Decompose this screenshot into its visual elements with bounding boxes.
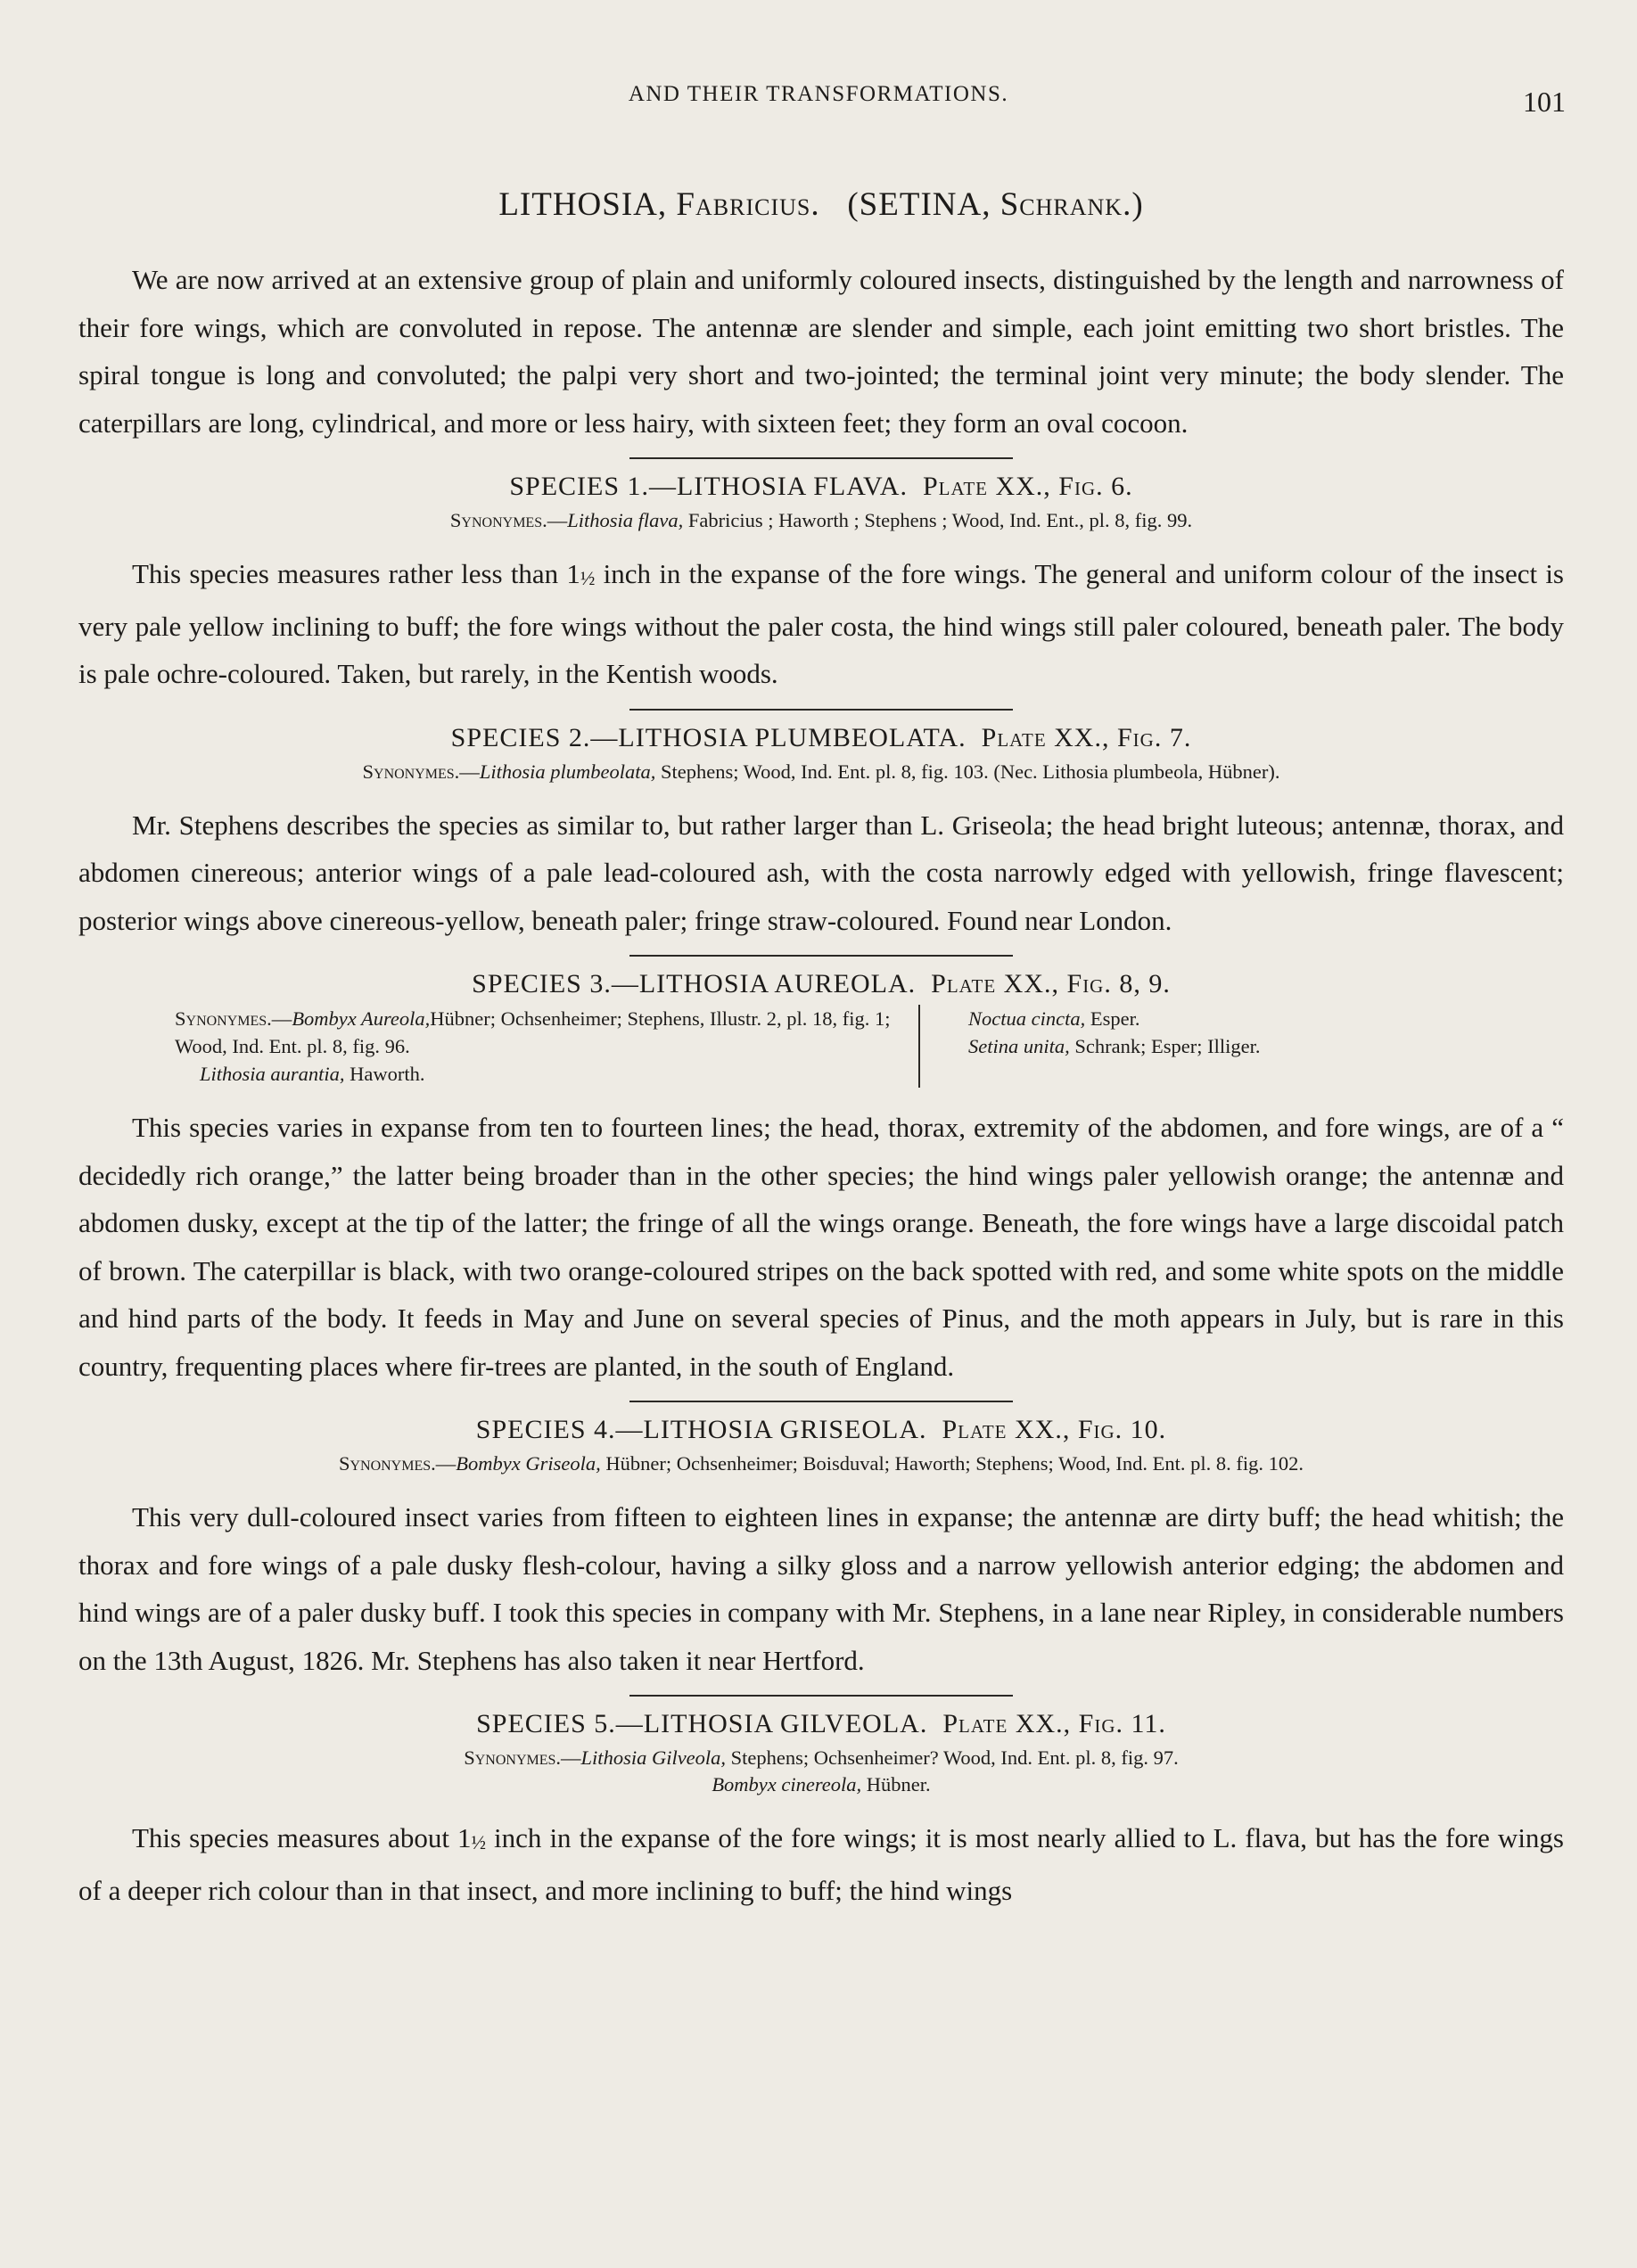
synonym-italic: Bombyx cinereola, [712,1773,862,1796]
species-heading [78,472,1564,502]
section-divider [629,1401,1013,1402]
species-title: SPECIES 3.—LITHOSIA AUREOLA. [472,969,917,998]
synonym-italic: Setina unita, [968,1035,1070,1057]
synonymes-label: Synonymes.— [362,760,480,783]
synonymes [78,759,1564,785]
genus-author: Fabricius. [676,186,820,223]
page-body [78,185,1564,1914]
synonym-authors: Haworth. [344,1063,425,1085]
synonym-italic: Noctua cincta, [968,1007,1086,1030]
synonym-authors: Stephens; Ochsenheimer? Wood, Ind. Ent. pl. 8, fig. 97. [726,1746,1179,1769]
synonym-italic: Lithosia plumbeolata, [479,760,656,783]
species-description: This species varies in expanse from ten to fourteen lines; the head, thorax, extremity of the abdomen, and fore wings, are of a “ decidedly rich orange,” the latter being broader than in the other species; the hind wings paler yellowish orange; the antennæ and abdomen dusky, except at the tip of the latter; the fringe of all the wings orange. Beneath, the fore wings have a large discoidal patch of brown. The caterpillar is black, with two orange-coloured stripes on the back spotted with red, and some white spots on the middle and hind parts of the body. It feeds in May and June on several species of Pinus, and the moth appears in July, but is rare in this country, frequenting places where fir-trees are planted, in the south of England. [78,1112,1564,1382]
synonym-authors: Schrank; Esper; Illiger. [1069,1035,1261,1057]
section-divider [629,457,1013,459]
fraction: ½ [580,567,596,589]
synonymes [78,507,1564,534]
synonym-genus-author: Schrank.) [999,186,1144,223]
plate-reference: Plate XX., Fig. 8, 9. [931,969,1171,998]
synonymes-label: Synonymes.— [449,509,568,531]
plate-reference: Plate XX., Fig. 7. [981,722,1192,752]
species-title: SPECIES 4.—LITHOSIA GRISEOLA. [475,1415,927,1444]
synonym-authors: Esper. [1085,1007,1140,1030]
description-text: This species measures about 1 [132,1822,472,1853]
synonym-italic: Lithosia flava, [567,509,684,531]
page-number: 101 [1523,86,1566,118]
synonymes-right-column [920,1005,1480,1088]
genus-heading [78,185,1564,224]
plate-reference: Plate XX., Fig. 6. [922,472,1133,501]
synonym-authors: Hübner; Ochsenheimer; Boisduval; Haworth; Stephens; Wood, Ind. Ent. pl. 8. fig. 102. [600,1452,1304,1475]
genus-intro: We are now arrived at an extensive group of plain and uniformly coloured insects, distinguished by the length and narrowness of their fore wings, which are convoluted in repose. The antennæ are slender and simple, each joint emitting two short bristles. The spiral tongue is long and convoluted; the palpi very short and two-jointed; the terminal joint very minute; the body slender. The caterpillars are long, cylindrical, and more or less hairy, with sixteen feet; they form an oval cocoon. [78,264,1564,439]
species-heading [78,1709,1564,1739]
species-description: Mr. Stephens describes the species as similar to, but rather larger than L. Griseola; the head bright luteous; antennæ, thorax, and abdomen cinereous; anterior wings of a pale lead-coloured ash, with the costa narrowly edged with yellowish, fringe flavescent; posterior wings above cinereous-yellow, beneath paler; fringe straw-coloured. Found near London. [78,809,1564,936]
synonymes-label: Synonymes.— [175,1007,292,1030]
synonymes-label: Synonymes.— [464,1746,581,1769]
description-text: inch in the expanse of the fore wings. The general and uniform colour of the insect is very pale yellow inclining to buff; the fore wings without the paler costa, the hind wings still paler coloured, beneath paler. The body is pale ochre-coloured. Taken, but rarely, in the Kentish woods. [78,558,1564,689]
description-text: inch in the expanse of the fore wings; it is most nearly allied to L. flava, but has the fore wings of a deeper rich colour than in that insect, and more inclining to buff; the hind wings [78,1822,1564,1906]
running-head: AND THEIR TRANSFORMATIONS. [628,82,1009,106]
synonymes [78,1450,1564,1477]
synonym-authors: Fabricius ; Haworth ; Stephens ; Wood, Ind. Ent., pl. 8, fig. 99. [683,509,1193,531]
synonym-italic: Bombyx Aureola, [292,1007,431,1030]
species-heading [78,723,1564,753]
species-title: SPECIES 1.—LITHOSIA FLAVA. [509,472,908,501]
synonym-authors: Stephens; Wood, Ind. Ent. pl. 8, fig. 103. (Nec. Lithosia plumbeola, Hübner). [655,760,1280,783]
species-heading [78,1415,1564,1445]
description-text: This species measures rather less than 1 [132,558,580,589]
synonym-genus-name: (SETINA, [847,186,991,223]
section-divider [629,955,1013,957]
genus-name: LITHOSIA, [498,186,668,223]
plate-reference: Plate XX., Fig. 11. [942,1709,1166,1738]
fraction: ½ [471,1831,486,1853]
section-divider [629,1695,1013,1697]
species-description [78,550,1564,698]
species-title: SPECIES 5.—LITHOSIA GILVEOLA. [476,1709,928,1738]
synonym-authors: Hübner. [861,1773,931,1796]
synonym-italic: Lithosia aurantia, [200,1063,345,1085]
synonym-italic: Bombyx Griseola, [456,1452,601,1475]
species-title: SPECIES 2.—LITHOSIA PLUMBEOLATA. [450,722,967,752]
synonymes [78,1005,1564,1088]
synonym-authors: Hübner; Ochsenheimer; Stephens, Illustr. 2, pl. 18, fig. 1; Wood, Ind. Ent. pl. 8, fig. 96. [175,1007,891,1057]
synonymes [78,1745,1564,1798]
section-divider [629,709,1013,711]
synonymes-left-column [162,1005,920,1088]
synonym-italic: Lithosia Gilveola, [580,1746,727,1769]
species-description [78,1814,1564,1914]
synonymes-label: Synonymes.— [338,1452,457,1475]
species-description: This very dull-coloured insect varies from fifteen to eighteen lines in expanse; the antennæ are dirty buff; the head whitish; the thorax and fore wings of a pale dusky flesh-colour, having a silky gloss and a narrow yellowish anterior edging; the abdomen and hind wings are of a paler dusky buff. I took this species in company with Mr. Stephens, in a lane near Ripley, in considerable numbers on the 13th August, 1826. Mr. Stephens has also taken it near Hertford. [78,1501,1564,1676]
species-heading [78,969,1564,999]
plate-reference: Plate XX., Fig. 10. [942,1415,1167,1444]
